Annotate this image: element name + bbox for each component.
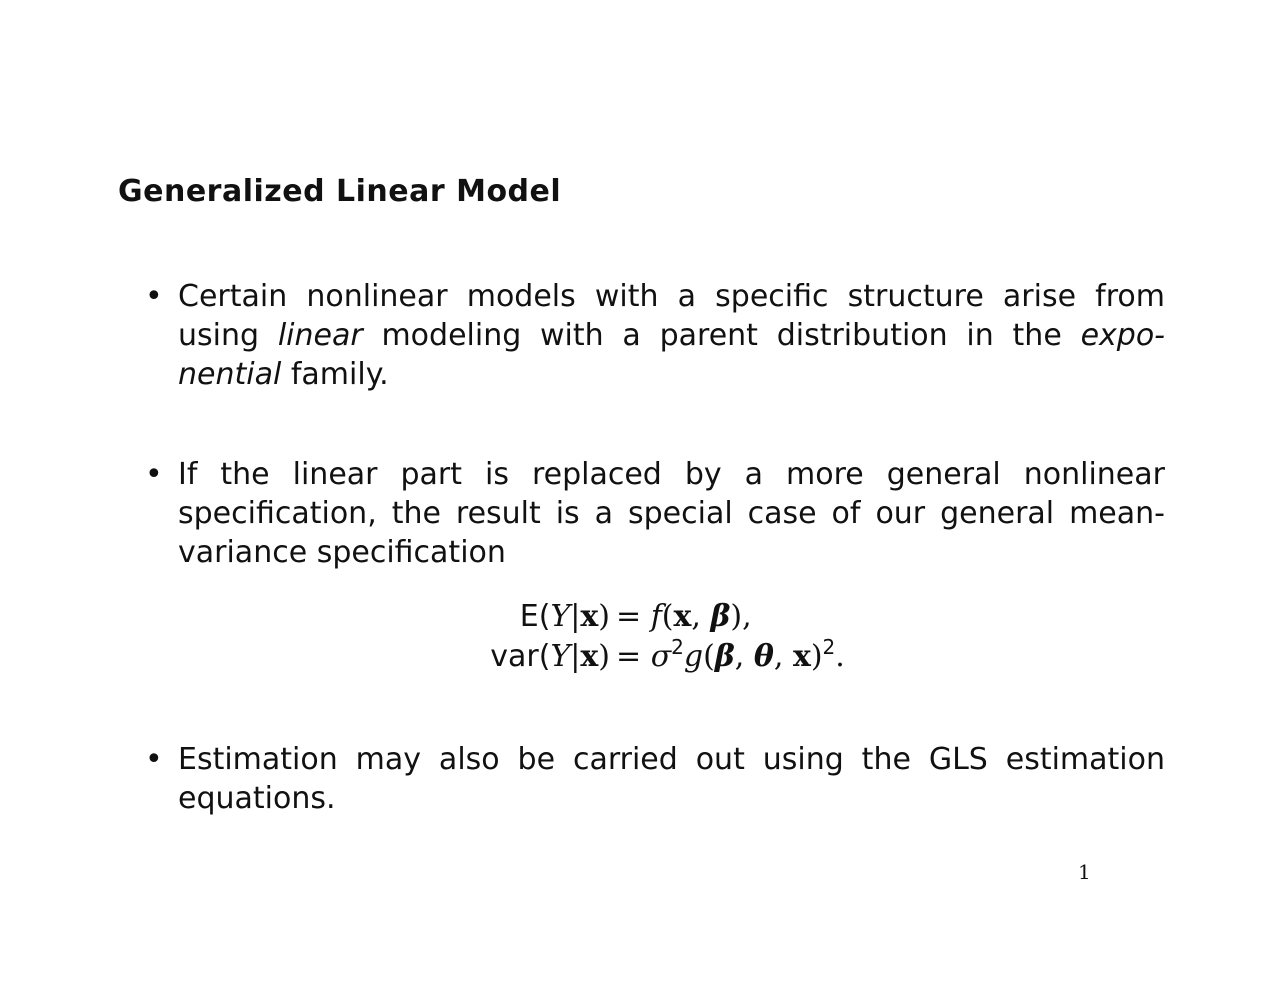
slide-title: Generalized Linear Model	[118, 174, 562, 209]
math-vector: x	[673, 599, 692, 634]
emphasis-exponential: expo-	[1080, 318, 1165, 353]
math-op: (	[661, 599, 674, 634]
text-fragment: using	[178, 318, 278, 353]
math-op: =	[616, 639, 651, 674]
bullet-item-nonlinear-specification	[145, 455, 1165, 572]
math-op: .	[835, 639, 845, 674]
bullet-line: Estimation may also be carried out using the GLS estimation	[178, 742, 1165, 777]
math-op: ),	[730, 599, 752, 634]
bullet-line	[178, 355, 1165, 394]
math-fn: var(	[490, 639, 551, 674]
math-op: |	[570, 599, 581, 634]
equation-lhs	[400, 597, 610, 637]
math-var: Y	[550, 599, 571, 634]
equation-lhs	[400, 637, 610, 677]
math-fn: E(	[519, 599, 551, 634]
text-fragment: family.	[281, 357, 389, 392]
math-var: Y	[550, 639, 571, 674]
bullet-marker: •	[145, 742, 163, 777]
emphasis-exponential-cont: nential	[178, 357, 282, 392]
bullet-marker: •	[145, 279, 163, 314]
math-var: σ	[650, 639, 672, 674]
math-vector: x	[580, 599, 599, 634]
bullet-line: specification, the result is a special case of our general mean-	[178, 496, 1165, 531]
text-fragment: modeling with a parent distribution in the	[362, 318, 1081, 353]
bullet-line: variance specification	[178, 535, 506, 570]
math-vector: β	[710, 599, 731, 634]
math-exponent: 2	[822, 635, 836, 659]
math-var: f	[650, 599, 662, 634]
bullet-line	[178, 316, 1165, 355]
math-vector: x	[792, 639, 811, 674]
math-op: ,	[734, 639, 754, 674]
math-op: (	[703, 639, 715, 674]
page-number: 1	[1078, 860, 1091, 884]
equation-variance	[400, 637, 1000, 677]
math-op: ,	[691, 599, 711, 634]
equation-mean	[400, 597, 1000, 637]
math-op: )	[598, 599, 610, 634]
bullet-item-gls-estimation	[145, 740, 1165, 818]
math-vector: x	[580, 639, 599, 674]
bullet-line: equations.	[178, 781, 336, 816]
mean-variance-equations	[400, 597, 1000, 677]
math-op: |	[570, 639, 581, 674]
bullet-marker: •	[145, 457, 163, 492]
math-vector: β	[714, 639, 735, 674]
equation-rhs	[610, 637, 845, 677]
equation-rhs	[610, 597, 752, 637]
math-var: g	[683, 639, 704, 674]
math-op: )	[810, 639, 823, 674]
math-op: ,	[773, 639, 793, 674]
math-vector: θ	[753, 639, 774, 674]
bullet-line: If the linear part is replaced by a more general nonlinear	[178, 457, 1165, 492]
bullet-line: Certain nonlinear models with a specific structure arise from	[178, 279, 1165, 314]
math-exponent: 2	[671, 635, 684, 659]
emphasis-linear: linear	[277, 318, 363, 353]
math-op: )	[598, 639, 610, 674]
math-op: =	[616, 599, 651, 634]
bullet-item-nonlinear-models	[145, 277, 1165, 394]
